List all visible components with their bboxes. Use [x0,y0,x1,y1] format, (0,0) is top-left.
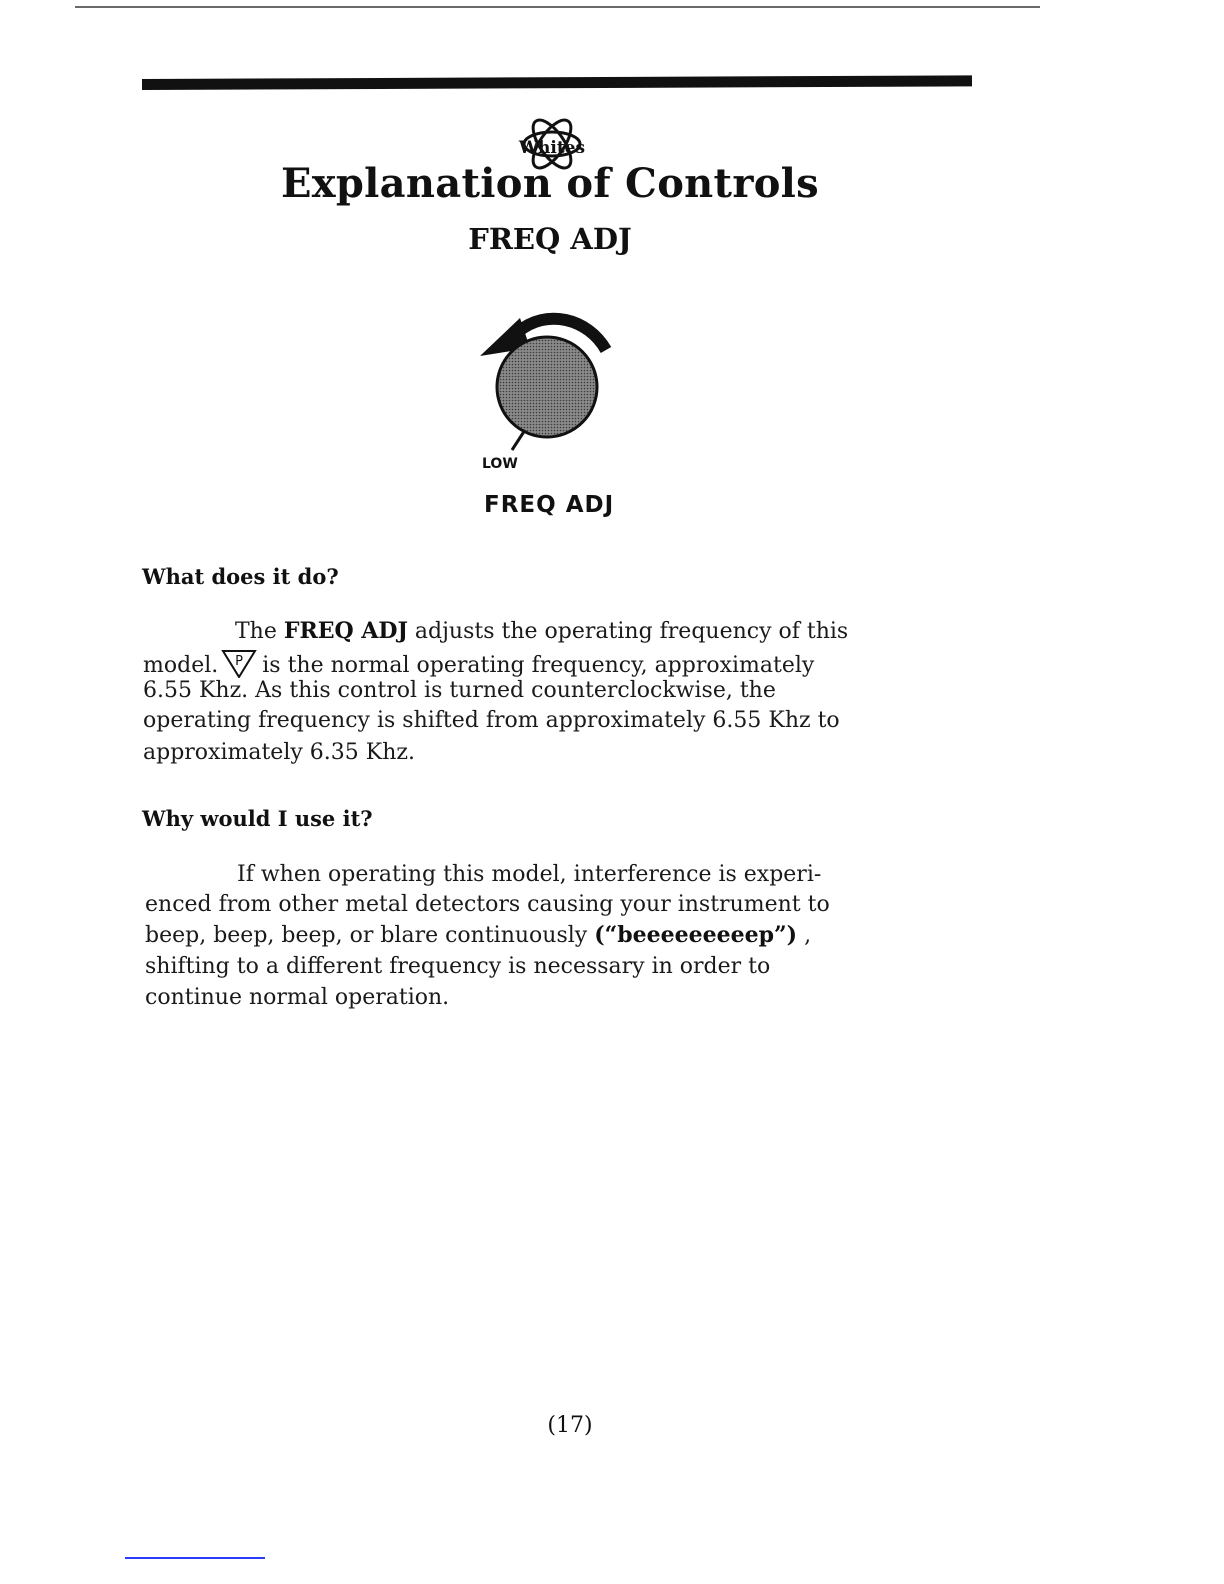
beep-bold: (“beeeeeeeeep”) [594,922,798,948]
paragraph1-line2: model. P is the normal operating frequency, approximately [143,648,814,678]
svg-text:P: P [235,654,244,669]
top-rule [75,6,1040,8]
section-heading-what: What does it do? [142,564,339,589]
paragraph1-line4: operating frequency is shifted from approximately 6.55 Khz to [143,708,840,733]
preset-triangle-icon [220,648,258,678]
freq-adj-knob-diagram [460,300,630,480]
paragraph1-line3: 6.55 Khz. As this control is turned counterclockwise, the [143,678,776,703]
bottom-rule [125,1557,265,1559]
paragraph2-line4: shifting to a different frequency is necessary in order to [145,954,771,979]
knob-low-label: LOW [482,456,518,472]
knob-pointer [512,430,525,450]
freq-adj-bold: FREQ ADJ [283,618,408,644]
knob-caption: FREQ ADJ [484,492,615,518]
section-heading-why: Why would I use it? [142,806,373,831]
paragraph2-line3: beep, beep, beep, or blare continuously (“beeeeeeeeep”) , [145,922,812,948]
page-title: Explanation of Controls [280,160,820,207]
paragraph2-line2: enced from other metal detectors causing your instrument to [145,892,830,917]
paragraph1-line5: approximately 6.35 Khz. [143,740,415,765]
logo-text: Whites [518,138,586,158]
header-bar [142,75,972,90]
page-number: (17) [547,1413,593,1438]
page-subtitle: FREQ ADJ [468,222,632,256]
knob-icon [497,337,597,437]
paragraph2-line5: continue normal operation. [145,985,450,1010]
paragraph2-line1: If when operating this model, interference is experi- [237,862,822,887]
paragraph1-line1: The FREQ ADJ adjusts the operating frequency of this [235,618,849,644]
